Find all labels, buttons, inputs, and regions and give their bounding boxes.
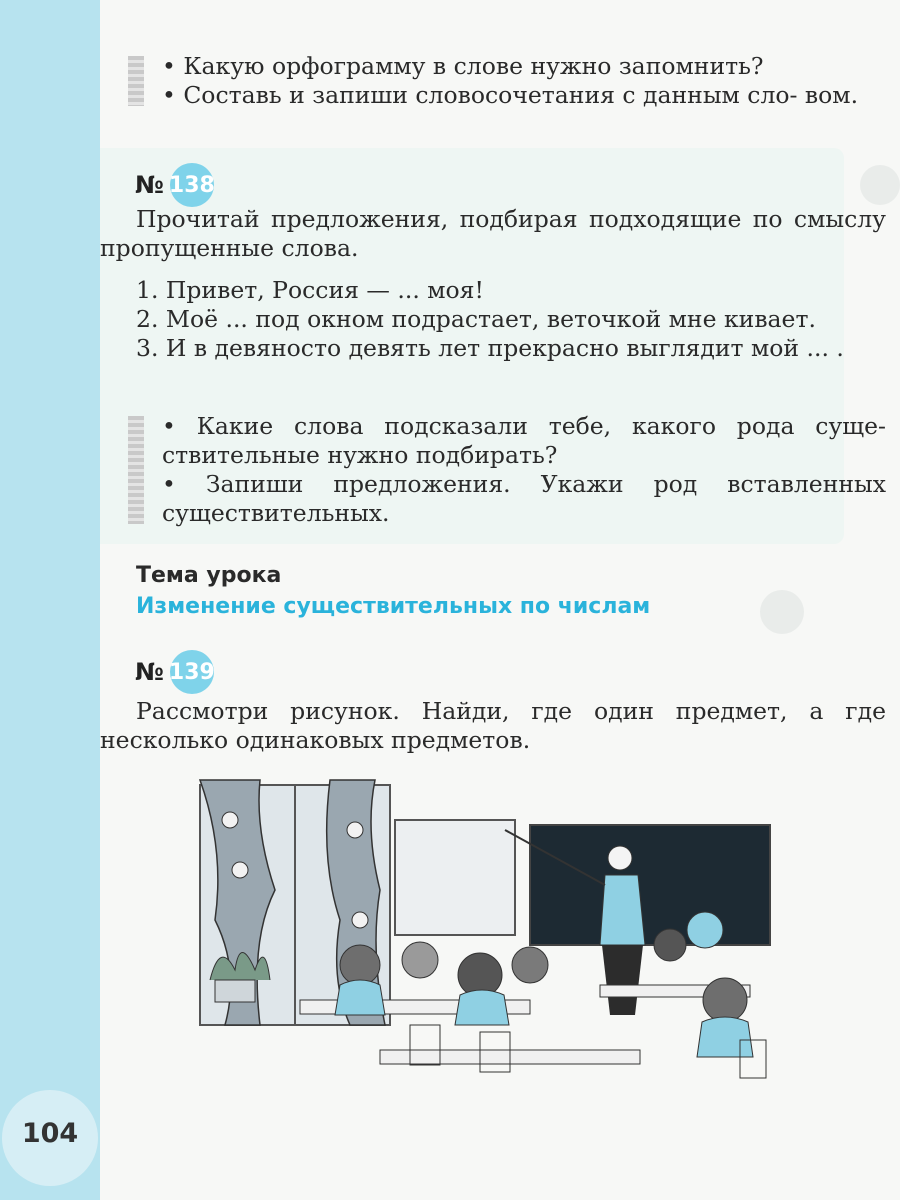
curtain-pattern (232, 862, 248, 878)
instruction-text: Рассмотри рисунок. Найди, где один предмет, а где несколько одинаковых предметов. (100, 697, 886, 754)
show-through-mark (860, 165, 900, 205)
task-139-header (135, 654, 214, 690)
show-through-mark (760, 590, 804, 634)
teacher-skirt (602, 945, 643, 1015)
sentence-2: 2. Моё ... под окном подрастает, веточкой мне кивает. (136, 305, 816, 333)
pupil-head (512, 947, 548, 983)
pupil-head (687, 912, 723, 948)
question-item: • Какие слова подсказали тебе, какого рода суще- ствительные нужно подбирать? (162, 412, 886, 469)
pupil-head (340, 945, 380, 985)
curtain-pattern (222, 812, 238, 828)
topic-label: Тема урока (136, 563, 282, 588)
curtain-pattern (347, 822, 363, 838)
sentence-3: 3. И в девяносто девять лет прекрасно выглядит мой ... . (136, 334, 844, 362)
task-number-badge: 139 (170, 650, 214, 694)
number-sign: № (135, 658, 164, 686)
curtain-pattern (352, 912, 368, 928)
pupil-body (697, 1017, 753, 1057)
pupil-body (335, 980, 385, 1015)
page-margin-strip (0, 0, 100, 1200)
blackboard (530, 825, 770, 945)
question-item: • Составь и запиши словосочетания с данным сло- вом. (162, 81, 859, 109)
topic-title: Изменение существительных по числам (136, 594, 651, 619)
pupil-head (654, 929, 686, 961)
task-138-instruction (100, 205, 886, 263)
question-marker-bar (128, 416, 144, 524)
pupil-head (402, 942, 438, 978)
top-questions (136, 52, 886, 110)
flower-pot (215, 980, 255, 1002)
task-138-sentences (100, 276, 886, 363)
teacher-body (600, 875, 645, 945)
task-138-header (135, 167, 214, 203)
task-number-badge: 138 (170, 163, 214, 207)
question-marker-bar (128, 56, 144, 106)
task-138-questions (136, 412, 886, 528)
page-number: 104 (21, 1118, 79, 1149)
question-item: • Запиши предложения. Укажи род вставленных существительных. (162, 470, 886, 527)
pupil-head (703, 978, 747, 1022)
classroom-illustration (180, 770, 780, 1085)
pupil-body (455, 990, 509, 1025)
teacher-head (608, 846, 632, 870)
number-sign: № (135, 171, 164, 199)
instruction-text: Прочитай предложения, подбирая подходящие по смыслу пропущенные слова. (100, 205, 886, 262)
question-item: • Какую орфограмму в слове нужно запомнить? (162, 52, 764, 80)
task-139-instruction (100, 697, 886, 755)
whiteboard (395, 820, 515, 935)
sentence-1: 1. Привет, Россия — ... моя! (136, 276, 484, 304)
